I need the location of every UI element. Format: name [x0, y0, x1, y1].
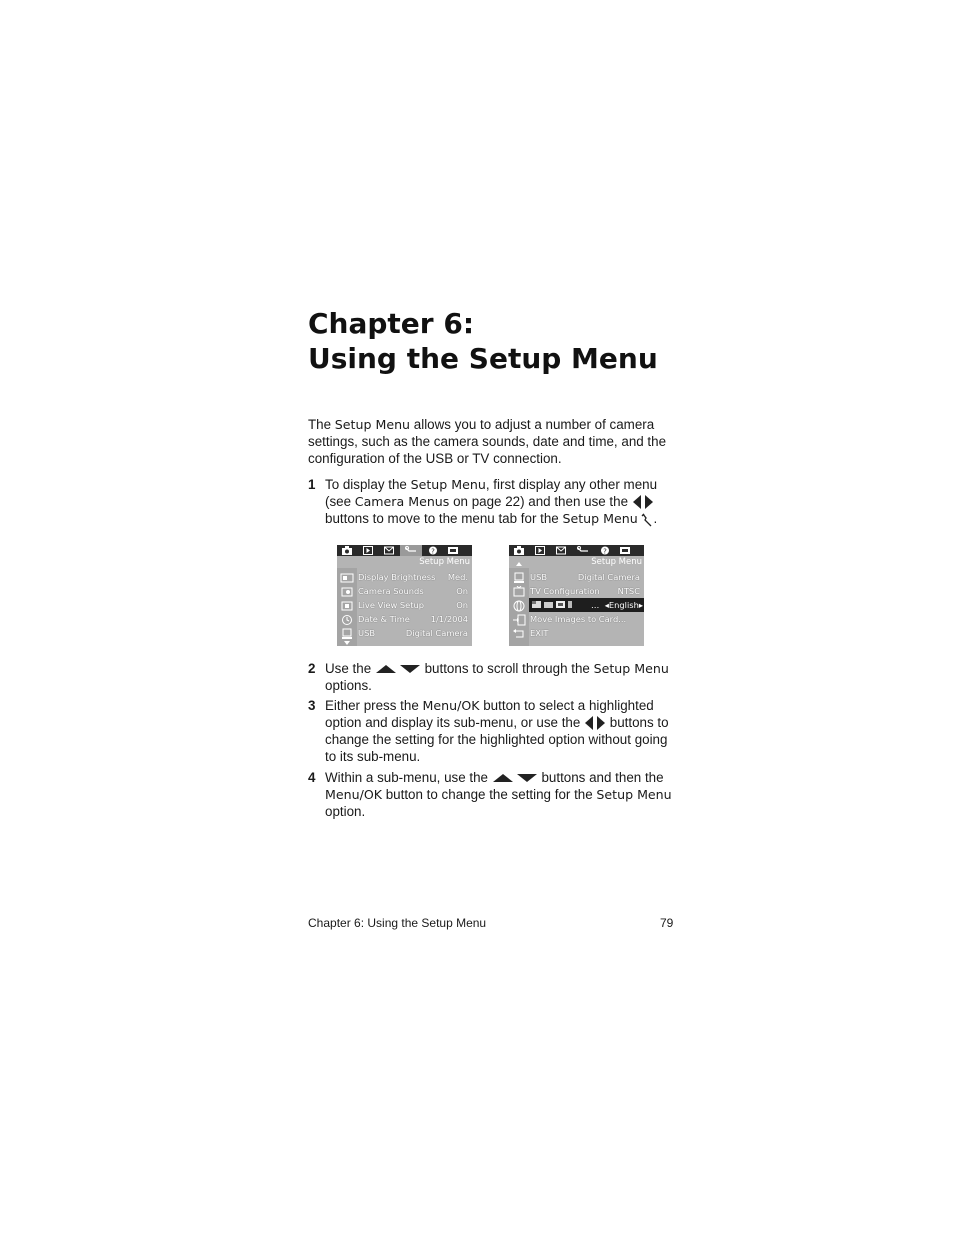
row-value: Digital Camera: [577, 572, 640, 582]
menu-row[interactable]: [529, 584, 644, 598]
tv-icon: [512, 586, 526, 598]
text: button to select a highlighted option and display its sub-menu, or use the: [325, 698, 654, 730]
language-flags: [531, 598, 599, 612]
footer-chapter-label: Chapter 6: Using the Setup Menu: [308, 916, 487, 930]
up-down-arrows-icon: [375, 663, 421, 675]
row-label: EXIT: [530, 628, 549, 638]
ui-term: Setup Menu: [596, 787, 672, 802]
ui-term: Camera Menus: [354, 494, 450, 509]
row-value: On: [456, 586, 468, 596]
brightness-icon: [340, 572, 354, 584]
setup-tab-wrench-icon: [572, 545, 594, 556]
capture-tab-camera-icon: [509, 545, 529, 556]
row-value: ◂English▸: [604, 600, 643, 610]
row-label: USB: [530, 572, 548, 582]
icon-column: [509, 568, 529, 646]
menu-row[interactable]: [357, 626, 472, 640]
step-1: [308, 476, 680, 527]
menu-row[interactable]: [529, 626, 644, 640]
text: Either press the: [325, 698, 423, 713]
text: buttons to change the setting for the highlighted option without going to its sub-menu.: [325, 715, 669, 765]
step-text: [325, 769, 680, 820]
usb-computer-icon: [340, 628, 354, 640]
chapter-title-line2: Using the Setup Menu: [308, 342, 658, 375]
row-value: 1/1/2004: [430, 614, 468, 624]
playback-tab-icon: [530, 545, 550, 556]
sound-icon: [340, 586, 354, 598]
usb-computer-icon: [512, 572, 526, 584]
step-number: 2: [308, 661, 316, 676]
intro-text: allows you to adjust a number of camera settings, such as the camera sounds, date and time, and the configuration of the USB or TV connection.: [308, 417, 667, 466]
row-label: USB: [358, 628, 376, 638]
capture-tab-camera-icon: [337, 545, 357, 556]
text: To display the: [325, 477, 411, 492]
icon-column: [337, 568, 357, 646]
menu-row[interactable]: [357, 598, 472, 612]
step-text: [325, 660, 680, 694]
step-text: [325, 476, 680, 527]
text: buttons to scroll through the: [420, 661, 594, 676]
row-value: NTSC: [617, 586, 640, 596]
intro-text: The: [308, 417, 335, 432]
card-indicator-icon: [615, 545, 635, 556]
wrench-icon: [641, 513, 653, 527]
ui-term: Setup Menu: [410, 477, 486, 492]
footer-page-number: 79: [660, 916, 674, 930]
row-value: Digital Camera: [405, 628, 468, 638]
help-tab-question-icon: [423, 545, 443, 556]
ui-term: Menu/OK: [325, 787, 382, 802]
row-label: TV Configuration: [530, 586, 600, 596]
exit-return-icon: [512, 628, 526, 640]
move-to-card-icon: [512, 614, 526, 626]
step-number: 3: [308, 698, 316, 713]
live-view-icon: [340, 600, 354, 612]
text: buttons and then the: [537, 770, 664, 785]
up-down-arrows-icon: [492, 772, 538, 784]
menu-row[interactable]: [529, 570, 644, 584]
menu-row-highlighted[interactable]: [529, 598, 644, 612]
text: options.: [325, 678, 372, 693]
scroll-up-icon: [516, 562, 522, 566]
scroll-down-icon: [344, 641, 350, 645]
row-label: Camera Sounds: [358, 586, 424, 596]
camera-screen-setup-menu-top: [337, 545, 472, 646]
row-label: Move Images to Card...: [530, 614, 627, 624]
step-number: 1: [308, 477, 316, 492]
chapter-title: [308, 306, 868, 376]
left-right-arrows-icon: [584, 715, 606, 731]
intro-paragraph: [308, 416, 678, 467]
row-value: Med.: [447, 572, 468, 582]
svg-text:?: ?: [431, 547, 435, 555]
text: option.: [325, 804, 366, 819]
menu-tab-bar: [337, 545, 472, 556]
ui-term-setup-menu: Setup Menu: [334, 417, 411, 432]
menu-row[interactable]: [357, 612, 472, 626]
step-number: 4: [308, 770, 316, 785]
menu-row[interactable]: [529, 612, 644, 626]
share-tab-envelope-icon: [379, 545, 399, 556]
camera-screen-setup-menu-bottom: [509, 545, 644, 646]
ui-term: Setup Menu: [593, 661, 669, 676]
step-text: [325, 697, 680, 765]
row-label: …: [591, 600, 600, 610]
setup-tab-wrench-icon: [400, 545, 422, 556]
playback-tab-icon: [358, 545, 378, 556]
text: Use the: [325, 661, 375, 676]
card-indicator-icon: [443, 545, 463, 556]
language-flags-icon: [531, 598, 591, 612]
svg-text:?: ?: [603, 547, 607, 555]
menu-title: Setup Menu: [591, 557, 642, 567]
row-label: Display Brightness: [358, 572, 436, 582]
text: Within a sub-menu, use the: [325, 770, 492, 785]
text: button to change the setting for the: [382, 787, 597, 802]
share-tab-envelope-icon: [551, 545, 571, 556]
text: on page 22) and then use the: [449, 494, 632, 509]
row-label: Date & Time: [358, 614, 410, 624]
ui-term: Menu/OK: [422, 698, 480, 713]
menu-tab-bar: [509, 545, 644, 556]
left-right-arrows-icon: [632, 494, 654, 510]
menu-row[interactable]: [357, 584, 472, 598]
text: , first display any other menu (see: [325, 477, 658, 509]
clock-icon: [340, 614, 354, 626]
text: buttons to move to the menu tab for the: [325, 511, 563, 527]
globe-language-icon: [512, 600, 526, 612]
ui-term: Setup Menu: [562, 511, 638, 527]
step-2: [308, 660, 680, 694]
row-label: Live View Setup: [358, 600, 425, 610]
step-4: [308, 769, 680, 820]
help-tab-question-icon: [595, 545, 615, 556]
step-3: [308, 697, 680, 765]
menu-row[interactable]: [357, 570, 472, 584]
menu-title: Setup Menu: [419, 557, 470, 567]
row-value: On: [456, 600, 468, 610]
chapter-title-line1: Chapter 6:: [308, 307, 475, 340]
text: .: [653, 511, 658, 527]
